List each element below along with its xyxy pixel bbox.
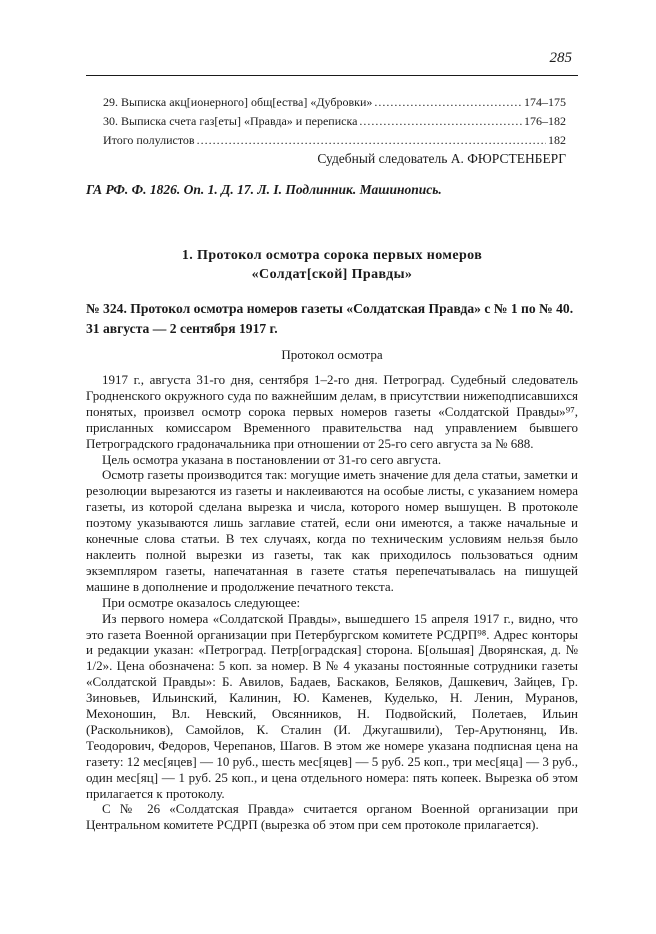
toc-row [103, 93, 566, 112]
page-number: 285 [549, 50, 572, 66]
toc-row [103, 131, 566, 150]
toc-label: Итого полулистов [103, 133, 195, 147]
section-title-line: 1. Протокол осмотра сорока первых номеров [181, 248, 483, 263]
toc-label: 30. Выписка счета газ[еты] «Правда» и переписка [103, 114, 358, 128]
toc-pages: 182 [548, 133, 566, 147]
paragraph: 1917 г., августа 31-го дня, сентября 1–2-го дня. Петроград. Судебный следователь Гродненского окружного суда по важнейшим делам, в присутствии нижеподписавшихся понятых, произвел осмотр сорока первых номеров газеты «Солдатской Правды»⁹⁷, присланных комиссаром Временного правительства над управлением бывшего Петроградского градоначальника при отношении от 25-го сего августа за № 688. [86, 372, 578, 451]
section-title [86, 246, 578, 284]
paragraph: Цель осмотра указана в постановлении от 31-го сего августа. [102, 451, 442, 467]
document-title: № 324. Протокол осмотра номеров газеты «Солдатская Правда» с № 1 по № 40. 31 августа — 2 сентября 1917 г. [86, 301, 574, 336]
body-text [86, 372, 578, 833]
paragraph: Осмотр газеты производится так: могущие иметь значение для дела статьи, заметки и резолюции вырезаются из газеты и наклеиваются на особые листы, с указанием номера газеты, из которой сделана вырезка и числа, которого номер вышущен. В протоколе поэтому указываются лишь заглавие статей, если они имеются, а также начальные и конечные слова статьи. В тех случаях, когда по техническим условиям нельзя было наклеить полной вырезки из газеты, так как приходилось пользоваться одним экземпляром газеты, напечатанная в газете статья перепечатывалась на пишущей машине в дополнение и продолжение печатного текста. [86, 467, 578, 594]
paragraph: С № 26 «Солдатская Правда» считается органом Военной организации при Центральном комитете РСДРП (вырезка об этом при сем протоколе прилагается). [86, 801, 578, 833]
signature-line: Судебный следователь А. ФЮРСТЕНБЕРГ [317, 151, 566, 166]
paragraph: При осмотре оказалось следующее: [102, 594, 301, 610]
toc-leader [197, 131, 546, 150]
header-rule [86, 75, 578, 76]
toc-pages: 174–175 [524, 95, 566, 109]
section-title-line: «Солдат[ской] Правды» [251, 267, 413, 282]
toc-pages: 176–182 [524, 114, 566, 128]
toc-leader [374, 93, 522, 112]
archive-reference: ГА РФ. Ф. 1826. Оп. 1. Д. 17. Л. I. Подлинник. Машинопись. [86, 182, 442, 197]
paragraph: Из первого номера «Солдатской Правды», вышедшего 15 апреля 1917 г., видно, что это газета Военной организации при Петербургском комитете РСДРП⁹⁸. Адрес конторы и редакции указан: «Петроград. Петр[оградская] сторона. Б[ольшая] Дворянская, д. № 1/2». Цена обозначена: 5 коп. за номер. В № 4 указаны постоянные сотрудники газеты «Солдатской Правды»: Б. Авилов, Бадаев, Баскаков, Беляков, Дашкевич, Зайцев, Гр. Зиновьев, Ильинский, Калинин, Ю. Каменев, Куделько, Н. Ленин, Муранов, Мехоношин, Вл. Невский, Овсянников, Н. Подвойский, Полетаев, Ильин (Раскольников), Самойлов, К. Сталин (И. Джугашвили), Тер-Арутюнянц, Ив. Теодорович, Федоров, Черепанов, Шагов. В этом же номере указана подписная цена на газету: 12 мес[яцев] — 10 руб., шесть мес[яцев] — 5 руб. 25 коп., три мес[яца] — 3 руб., один мес[яц] — 1 руб. 25 коп., и цена отдельного номера: пять копеек. Вырезка об этом прилагается к протоколу. [86, 610, 578, 801]
document-subtitle: Протокол осмотра [281, 347, 383, 362]
toc-leader [359, 112, 522, 131]
toc-row [103, 112, 566, 131]
toc-label: 29. Выписка акц[ионерного] общ[ества] «Дубровки» [103, 95, 373, 109]
table-of-contents [103, 93, 566, 150]
